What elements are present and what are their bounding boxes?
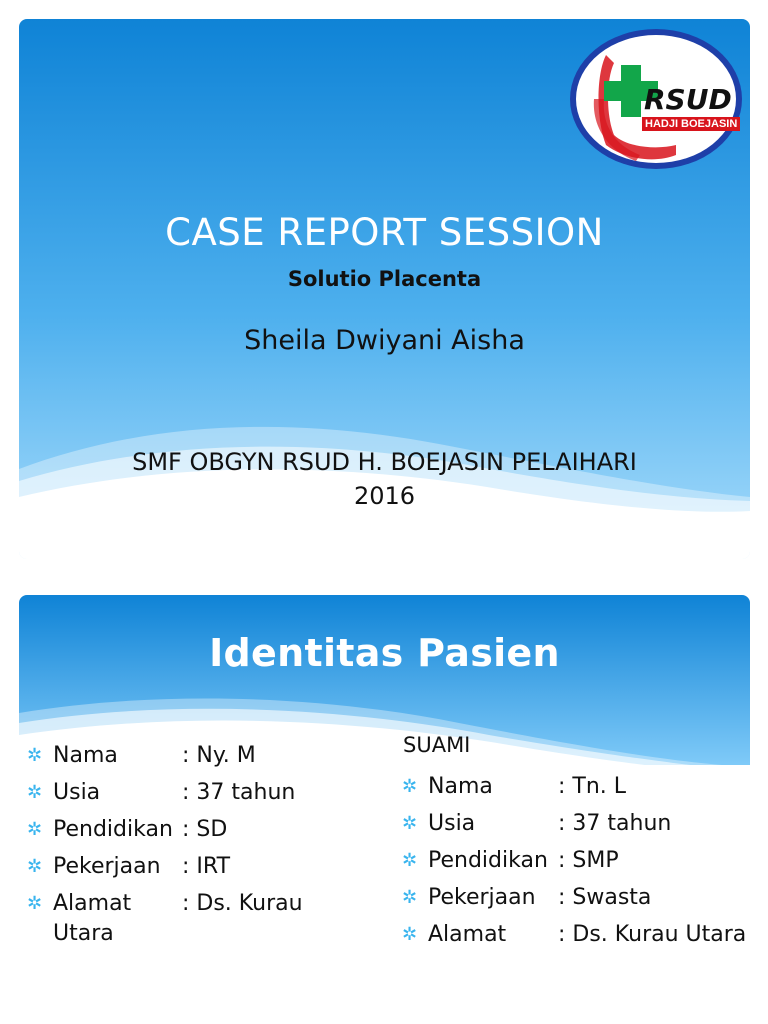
author-name: Sheila Dwiyani Aisha bbox=[244, 325, 525, 356]
list-item bbox=[19, 848, 379, 885]
field-value-wrap: Utara bbox=[53, 921, 114, 946]
asterisk-bullet-icon: ✲ bbox=[402, 924, 418, 945]
field-label: Pekerjaan bbox=[428, 885, 536, 910]
asterisk-bullet-icon: ✲ bbox=[27, 782, 43, 803]
list-item bbox=[19, 737, 379, 774]
presentation-title: CASE REPORT SESSION bbox=[165, 211, 604, 254]
list-item bbox=[19, 811, 379, 848]
field-value: : Swasta bbox=[558, 885, 652, 910]
field-value: : 37 tahun bbox=[182, 780, 296, 805]
list-item bbox=[394, 842, 750, 879]
field-label: Alamat bbox=[53, 891, 132, 916]
asterisk-bullet-icon: ✲ bbox=[27, 856, 43, 877]
field-value: : SMP bbox=[558, 848, 619, 873]
logo-text-sub: HADJI BOEJASIN bbox=[642, 117, 740, 131]
asterisk-bullet-icon: ✲ bbox=[402, 887, 418, 908]
logo-text-main: RSUD bbox=[644, 83, 732, 116]
field-label: Nama bbox=[428, 774, 493, 799]
rsud-logo bbox=[566, 25, 747, 173]
field-value: : 37 tahun bbox=[558, 811, 672, 836]
presentation-year: 2016 bbox=[353, 481, 416, 510]
list-item bbox=[394, 768, 750, 805]
institution-block bbox=[19, 446, 750, 513]
husband-heading: SUAMI bbox=[403, 733, 471, 757]
field-label: Pendidikan bbox=[53, 817, 173, 842]
list-item bbox=[394, 916, 750, 953]
asterisk-bullet-icon: ✲ bbox=[402, 850, 418, 871]
asterisk-bullet-icon: ✲ bbox=[27, 819, 43, 840]
field-label: Usia bbox=[53, 780, 101, 805]
presentation-subtitle: Solutio Placenta bbox=[287, 267, 482, 291]
slide-title: Identitas Pasien bbox=[209, 631, 560, 675]
title-slide bbox=[19, 19, 750, 559]
field-value: : Ds. Kurau bbox=[182, 891, 303, 916]
husband-identity-list bbox=[394, 768, 750, 953]
asterisk-bullet-icon: ✲ bbox=[27, 893, 43, 914]
list-item bbox=[19, 885, 379, 950]
field-label: Usia bbox=[428, 811, 476, 836]
field-value: : Ds. Kurau Utara bbox=[558, 922, 747, 947]
field-value: : Ny. M bbox=[182, 743, 256, 768]
field-label: Pekerjaan bbox=[53, 854, 161, 879]
patient-identity-list bbox=[19, 737, 379, 950]
asterisk-bullet-icon: ✲ bbox=[402, 813, 418, 834]
field-label: Alamat bbox=[428, 922, 507, 947]
institution-name: SMF OBGYN RSUD H. BOEJASIN PELAIHARI bbox=[132, 448, 637, 476]
asterisk-bullet-icon: ✲ bbox=[27, 745, 43, 766]
field-label: Pendidikan bbox=[428, 848, 548, 873]
list-item bbox=[394, 879, 750, 916]
asterisk-bullet-icon: ✲ bbox=[402, 776, 418, 797]
identity-slide bbox=[19, 595, 750, 1005]
field-value: : IRT bbox=[182, 854, 231, 879]
field-value: : SD bbox=[182, 817, 228, 842]
list-item bbox=[19, 774, 379, 811]
field-value: : Tn. L bbox=[558, 774, 627, 799]
list-item bbox=[394, 805, 750, 842]
field-label: Nama bbox=[53, 743, 118, 768]
